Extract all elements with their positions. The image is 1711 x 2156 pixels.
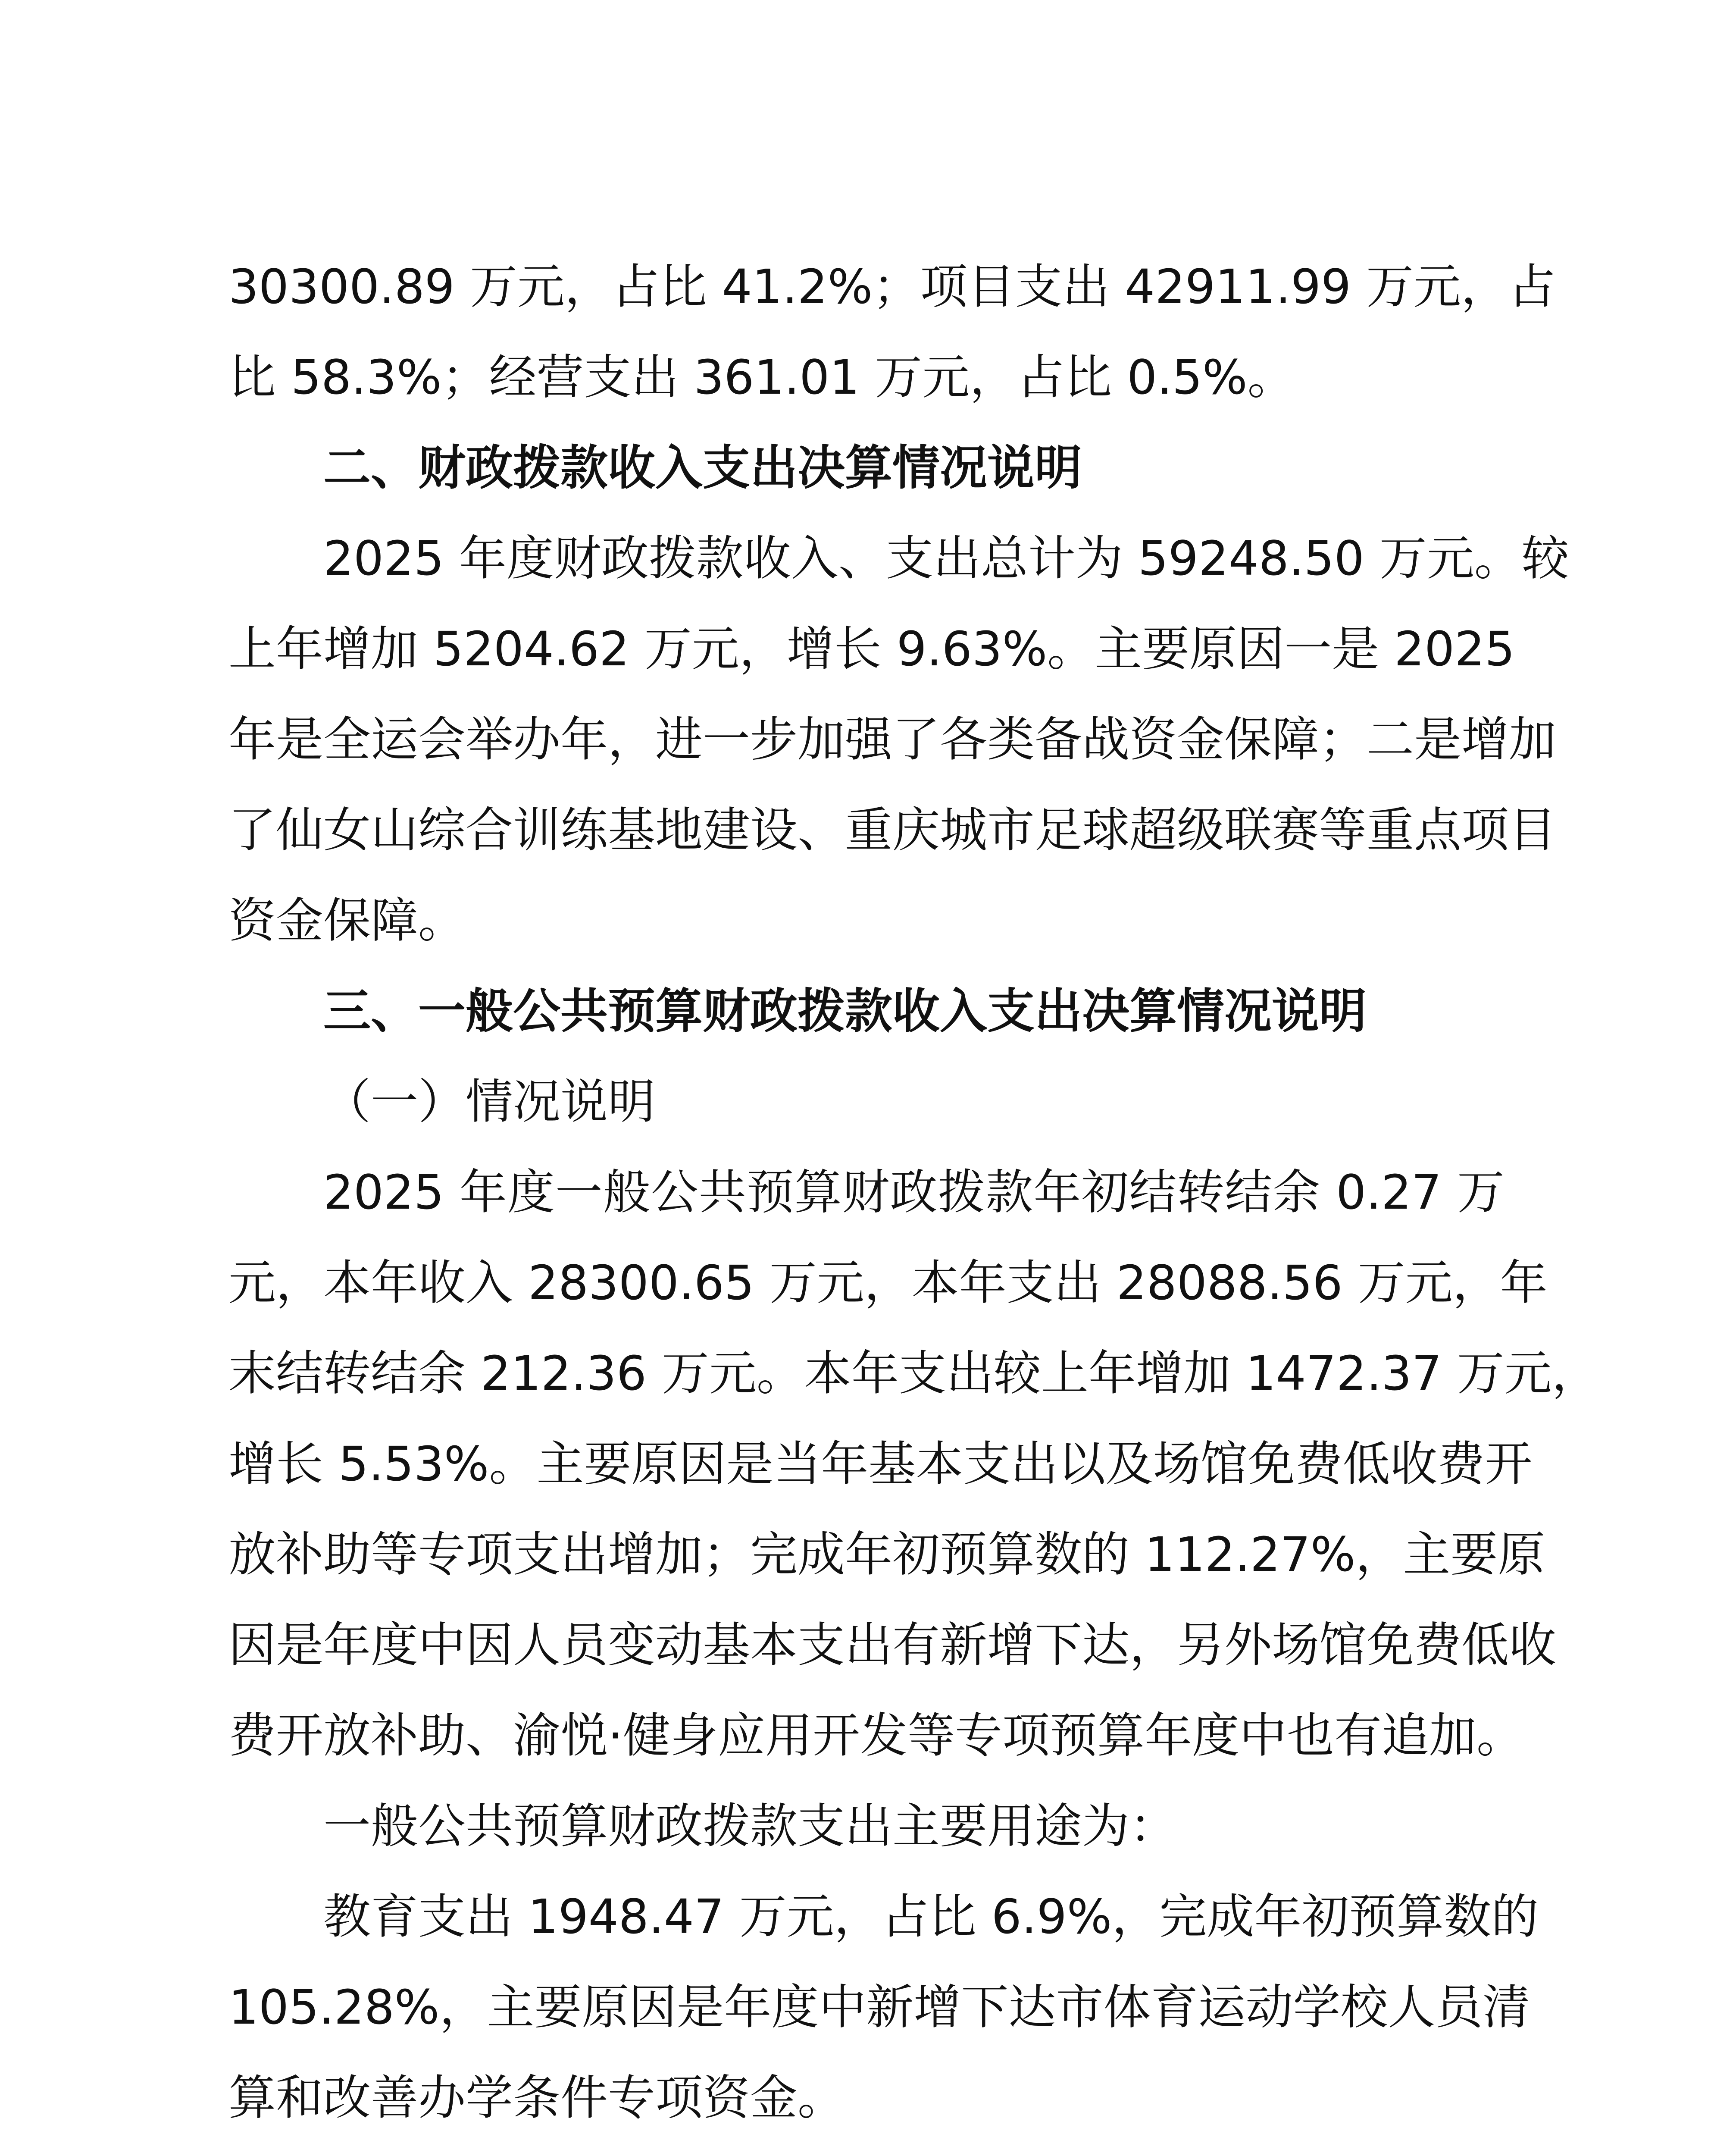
text-line [228, 2143, 1505, 2156]
text-line: 一般公共预算财政拨款支出主要用途为： [323, 1799, 1177, 1854]
text-line: 算和改善办学条件专项资金。 [228, 2070, 845, 2125]
text-line: 增长 5.53%。主要原因是当年基本支出以及场馆免费低收费开 [228, 1436, 1533, 1492]
text-line: 元，本年收入 28300.65 万元，本年支出 28088.56 万元，年 [228, 1255, 1548, 1310]
text-line: 了仙女山综合训练基地建设、重庆城市足球超级联赛等重点项目 [228, 802, 1556, 858]
text-line: 上年增加 5204.62 万元，增长 9.63%。主要原因一是 2025 [228, 621, 1515, 677]
text-line: 教育支出 1948.47 万元，占比 6.9%，完成年初预算数的 [323, 1889, 1539, 1944]
text-line: 2025 年度一般公共预算财政拨款年初结转结余 0.27 万 [323, 1165, 1505, 1220]
text-line: 资金保障。 [228, 893, 466, 948]
document-body [228, 241, 1599, 2156]
subsection-heading: （一）情况说明 [323, 1074, 655, 1129]
text-line: 30300.89 万元，占比 41.2%；项目支出 42911.99 万元，占 [228, 259, 1556, 314]
text-line: 年是全运会举办年，进一步加强了各类备战资金保障；二是增加 [228, 712, 1556, 767]
text-line: 比 58.3%；经营支出 361.01 万元，占比 0.5%。 [228, 350, 1295, 405]
section-heading: 二、财政拨款收入支出决算情况说明 [323, 440, 1082, 495]
section-heading: 三、一般公共预算财政拨款收入支出决算情况说明 [323, 984, 1367, 1039]
text-line: 放补助等专项支出增加；完成年初预算数的 112.27%，主要原 [228, 1527, 1545, 1582]
text-line: 因是年度中因人员变动基本支出有新增下达，另外场馆免费低收 [228, 1617, 1556, 1673]
text-line: 2025 年度财政拨款收入、支出总计为 59248.50 万元。较 [323, 531, 1569, 586]
text-line: 费开放补助、渝悦·健身应用开发等专项预算年度中也有追加。 [228, 1708, 1524, 1763]
text-line: 末结转结余 212.36 万元。本年支出较上年增加 1472.37 万元， [228, 1346, 1599, 1401]
text-line: 105.28%，主要原因是年度中新增下达市体育运动学校人员清 [228, 1980, 1530, 2035]
